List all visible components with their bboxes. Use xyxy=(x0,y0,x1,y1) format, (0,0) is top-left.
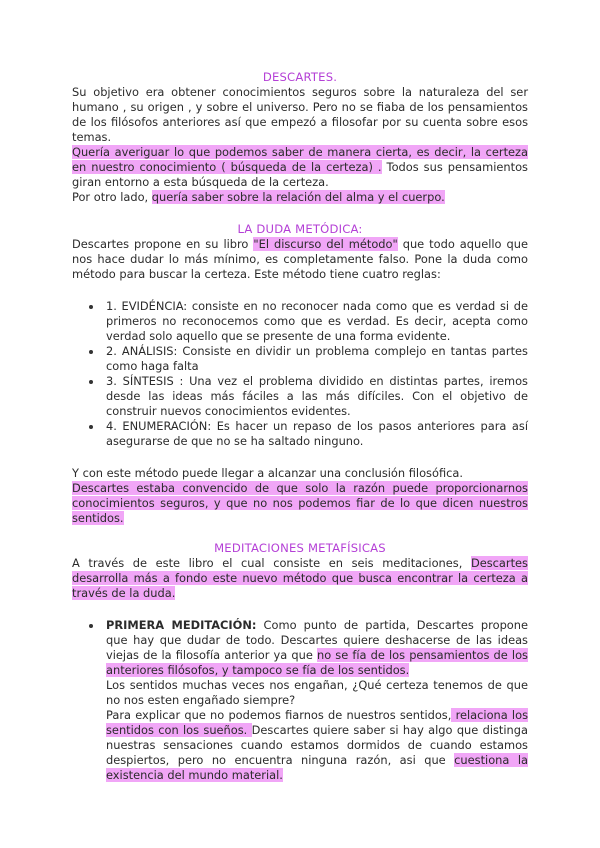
text-suenos-rest: Descartes quiere saber si hay algo que distinga nuestras sensaciones cuando estamos dormidos de cuando estamos despiertos, pero no encuentra ninguna razón, asi que xyxy=(106,723,528,767)
text-primera: Como punto de partida, Descartes propone que hay que dudar de todo. Descartes quiere deshacerse de las ideas viejas de la filosofía anterior ya que xyxy=(106,618,528,662)
highlight-certeza: Quería averiguar lo que podemos saber de manera cierta, es decir, la certeza en nuestro conocimiento ( búsqueda de la certeza) . xyxy=(72,145,528,174)
paragraph-certeza xyxy=(72,145,528,190)
text-meditaciones-pre: A través de este libro el cual consiste en seis meditaciones, xyxy=(72,556,471,570)
heading-descartes: DESCARTES. xyxy=(262,70,338,84)
paragraph-sentidos: Los sentidos muchas veces nos engañan, ¿Qué certeza tenemos de que no nos esten engañado siempre? xyxy=(106,678,528,707)
highlight-suenos: relaciona los sentidos con los sueños. xyxy=(106,708,529,737)
rule-sintesis: 3. SÍNTESIS : Una vez el problema dividido en distintas partes, iremos desde las ideas más fáciles a las más difíciles. Con el objetivo de construir nuevos conocimientos evidentes. xyxy=(72,374,528,419)
highlight-no-se-fia: no se fía de los pensamientos de los anteriores filósofos, y tampoco se fía de los sentidos. xyxy=(106,648,528,677)
rule-enumeracion: 4. ENUMERACIÓN: Es hacer un repaso de los pasos anteriores para así asegurarse de que no se ha saltado ninguno. xyxy=(72,419,528,449)
page-content xyxy=(72,70,528,783)
paragraph-alma-cuerpo xyxy=(72,190,528,205)
rule-evidencia: 1. EVIDÉNCIA: consiste en no reconocer nada como que es verdad si de primeros no reconocemos como que es verdad. Es decir, acepta como verdad solo aquello que se presente de una forma evidente. xyxy=(72,299,528,344)
paragraph-primera xyxy=(106,618,528,678)
meditations-list xyxy=(72,618,528,783)
paragraph-conclusion: Y con este método puede llegar a alcanzar una conclusión filosófica. xyxy=(72,466,463,480)
paragraph-razon xyxy=(72,481,528,526)
text-discurso-pre: Descartes propone en su libro xyxy=(72,237,254,251)
highlight-razon: Descartes estaba convencido de que solo la razón puede proporcionarnos conocimientos seguros, y que no nos podemos fiar de lo que dicen nuestros sentidos. xyxy=(72,481,528,525)
text-otro-lado: Por otro lado, xyxy=(72,190,152,204)
text-certeza-rest: Todos sus pensamientos giran entorno a esta búsqueda de la certeza. xyxy=(72,160,528,189)
paragraph-seis-meditaciones xyxy=(72,556,528,601)
paragraph-objetivo: Su objetivo era obtener conocimientos seguros sobre la naturaleza del ser humano , su origen , y sobre el universo. Pero no se fiaba de los pensamientos de los filósofos anteriores así que empezó a filosofar por su cuenta sobre esos temas. xyxy=(72,85,528,144)
text-suenos-pre: Para explicar que no podemos fiarnos de nuestros sentidos, xyxy=(106,708,452,722)
paragraph-suenos xyxy=(106,708,528,783)
highlight-metodo: Descartes desarrolla más a fondo este nuevo método que busca encontrar la certeza a través de la duda. xyxy=(72,556,528,600)
paragraph-discurso xyxy=(72,237,528,282)
text-discurso-rest: que todo aquello que nos hace dudar lo más mínimo, es completamente falso. Pone la duda como método para buscar la certeza. Este método tiene cuatro reglas: xyxy=(72,237,528,281)
highlight-alma-cuerpo: quería saber sobre la relación del alma y el cuerpo. xyxy=(151,190,445,204)
meditation-primera xyxy=(72,618,528,783)
highlight-mundo-material: cuestiona la existencia del mundo material. xyxy=(106,753,528,782)
heading-meditaciones: MEDITACIONES METAFÍSICAS xyxy=(214,541,386,555)
rules-list xyxy=(72,299,528,449)
heading-duda-metodica: LA DUDA METÓDICA: xyxy=(237,222,363,236)
label-primera-meditacion: PRIMERA MEDITACIÓN: xyxy=(106,618,257,632)
rule-analisis: 2. ANÁLISIS: Consiste en dividir un problema complejo en tantas partes como haga falta xyxy=(72,344,528,374)
highlight-discurso: "El discurso del método" xyxy=(253,237,398,251)
